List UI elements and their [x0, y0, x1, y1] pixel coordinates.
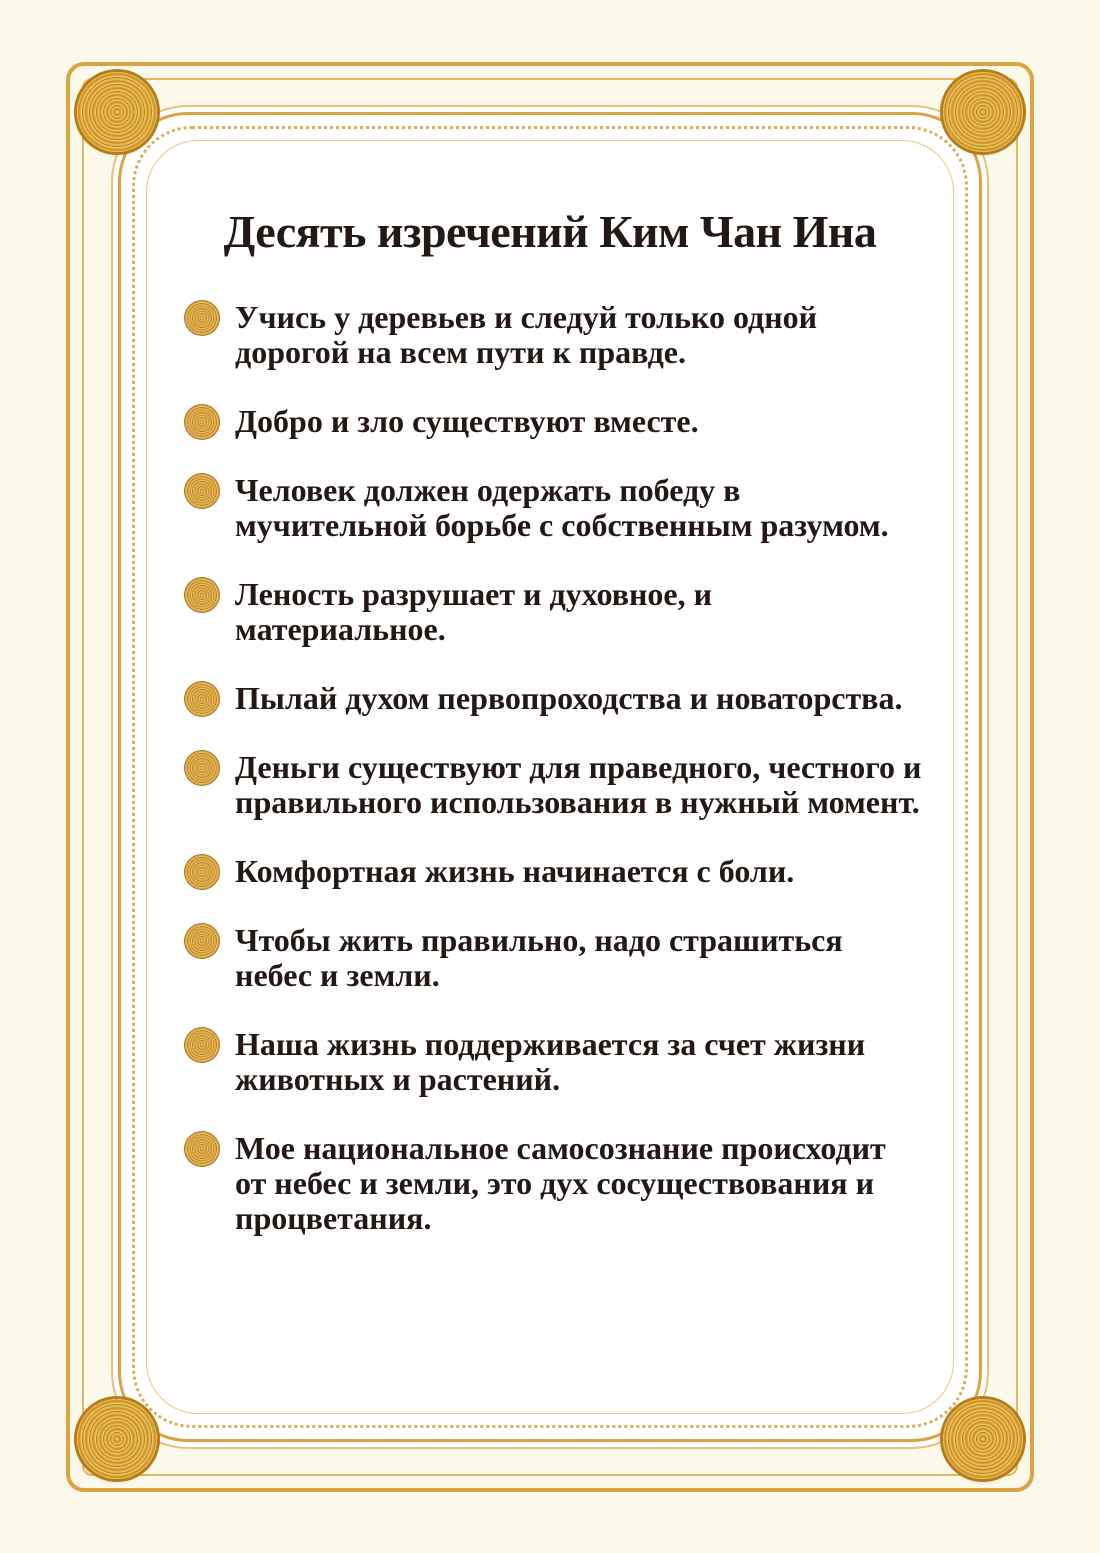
saying-item [185, 1027, 925, 1097]
gold-disc-bullet-icon [185, 682, 219, 716]
gold-disc-bullet-icon [185, 474, 219, 508]
saying-text: Комфортная жизнь начинается с боли. [235, 853, 795, 889]
saying-item [185, 473, 925, 543]
gold-medallion-icon [77, 72, 157, 152]
saying-text: Леность разрушает и духовное, и материальное. [235, 576, 713, 647]
saying-text: Добро и зло существуют вместе. [235, 403, 699, 439]
gold-medallion-icon [77, 1399, 157, 1479]
gold-disc-bullet-icon [185, 301, 219, 335]
page-title: Десять изречений Ким Чан Ина [223, 206, 877, 257]
saying-text: Мое национальное самосознание происходит от небес и земли, это дух сосуществования и процветания. [235, 1130, 886, 1236]
saying-text: Учись у деревьев и следуй только одной дорогой на всем пути к правде. [235, 299, 818, 370]
saying-text: Деньги существуют для праведного, честного и правильного использования в нужный момент. [235, 749, 922, 820]
gold-disc-bullet-icon [185, 1028, 219, 1062]
saying-item [185, 750, 925, 820]
gold-disc-bullet-icon [185, 751, 219, 785]
saying-text: Пылай духом первопроходства и новаторства. [235, 680, 903, 716]
gold-disc-bullet-icon [185, 855, 219, 889]
saying-item [185, 300, 925, 370]
gold-disc-bullet-icon [185, 405, 219, 439]
saying-text: Наша жизнь поддерживается за счет жизни животных и растений. [235, 1026, 866, 1097]
gold-medallion-icon [943, 1399, 1023, 1479]
gold-disc-bullet-icon [185, 1132, 219, 1166]
gold-medallion-icon [943, 72, 1023, 152]
saying-item [185, 854, 925, 889]
saying-item [185, 404, 925, 439]
saying-text: Чтобы жить правильно, надо страшиться небес и земли. [235, 922, 843, 993]
saying-item [185, 681, 925, 716]
gold-disc-bullet-icon [185, 924, 219, 958]
gold-disc-bullet-icon [185, 578, 219, 612]
sayings-list [185, 300, 925, 1270]
saying-item [185, 923, 925, 993]
saying-item [185, 577, 925, 647]
saying-item [185, 1131, 925, 1236]
saying-text: Человек должен одержать победу в мучительной борьбе с собственным разумом. [235, 472, 889, 543]
